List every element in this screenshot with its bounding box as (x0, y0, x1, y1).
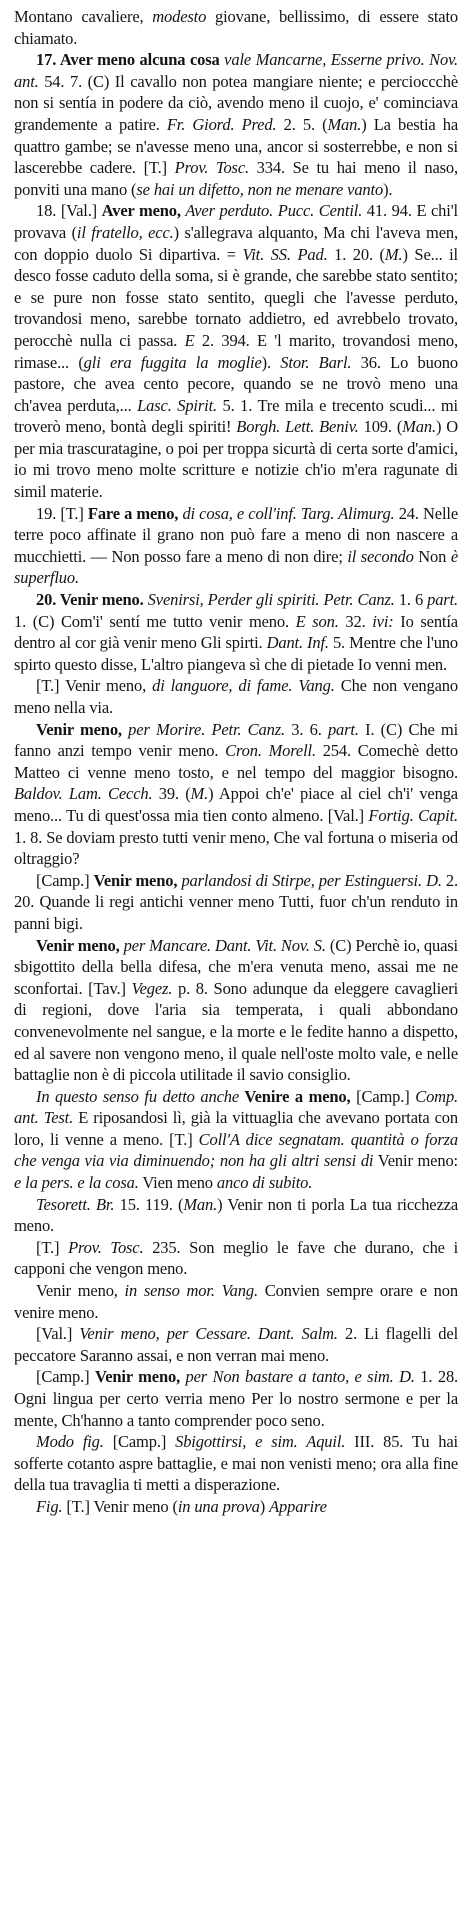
text-run: part. (427, 590, 458, 610)
text-run: 36. Lo buono pastore, che avea cento pecore, quando se ne trovò meno una ch'avea perduta,... (14, 352, 458, 415)
text-run: Comp. ant. Test. (14, 1086, 459, 1128)
text-run: ). (383, 179, 393, 199)
text-run: E son. (295, 611, 339, 631)
text-run: 3. 6. (284, 719, 328, 739)
text-run: 235. Son meglio le fave che durano, che i capponi che vengon meno. (14, 1237, 459, 1279)
text-run: Fig. (36, 1496, 63, 1516)
text-run: 24. Nelle terre poco affinate il grano non può fare a meno di non nascere a mucchietti. — Non posso fare a meno di non dire; (14, 503, 459, 566)
text-run: Lasc. Spirit. (137, 395, 217, 415)
text-run: Venir meno, per Cessare. Dant. Salm. (79, 1324, 338, 1344)
text-run: Aver perduto. Pucc. Centil. (180, 201, 363, 221)
entry-paragraph (14, 589, 458, 675)
entry-paragraph (14, 1086, 458, 1194)
text-run: Sbigottirsi, e sim. Aquil. (175, 1432, 346, 1452)
text-run: [T.] Venir meno, (36, 676, 153, 696)
text-run: parlandosi di Stirpe, per Estinguersi. D. (177, 870, 442, 890)
text-run: Venir meno, (36, 935, 120, 955)
text-run: di languore, di fame. Vang. (152, 676, 335, 696)
text-run: 1. 28. Ogni lingua per certo verria meno Per lo nostro sermone e per la mente, Ch'hanno a tanto comprender poco seno. (14, 1367, 459, 1430)
text-run: [Camp.] (36, 1367, 95, 1387)
text-run: 18. [Val.] (36, 201, 102, 221)
text-run: 5. Mentre che l'uno spirto questo disse, L'altro piangeva sì che di pietade Io venni men. (14, 633, 458, 674)
text-run: In questo senso fu detto anche (36, 1086, 240, 1106)
text-run: Montano cavaliere, (14, 7, 153, 26)
text-run: e la pers. e la cosa. (14, 1173, 139, 1193)
text-run: [Camp.] (36, 870, 94, 890)
text-run: Venir meno, (36, 1281, 125, 1301)
text-run: è superfluo. (14, 546, 458, 588)
text-run: 2. 20. Quande li regi antichi venner meno Tutti, fuor ch'un renduto in panni bigi. (14, 870, 458, 933)
text-run: 254. Comechè detto Matteo ci venne meno tosto, e nel tempo del maggior bisogno. (14, 741, 458, 782)
text-run: Non (413, 546, 451, 566)
text-run: 334. Se tu hai meno il naso, ponviti una mano ( (14, 158, 458, 199)
entry-paragraph (14, 1496, 458, 1518)
text-run: Che non vengano meno nella via. (14, 676, 458, 717)
text-run: di cosa, e coll'inf. Targ. Alimurg. (178, 503, 395, 523)
text-run: 109. ( (358, 417, 403, 437)
text-run: Cron. Morell. (225, 741, 316, 761)
text-run: Prov. Tosc. (174, 158, 249, 178)
text-run: 1. (C) Com'i' sentí me tutto venir meno. (14, 611, 296, 631)
text-run: ) s'allegrava alquanto, Ma chi l'aveva men, con doppio duolo Si dipartiva. = (14, 222, 458, 264)
text-run: Io sentía dentro al cor già venir meno Gli spirti. (14, 611, 458, 653)
entry-paragraph (14, 1431, 458, 1496)
entry-paragraph (14, 1323, 458, 1366)
text-run: Convien sempre orare e non venire meno. (14, 1281, 458, 1322)
entry-paragraph (14, 1366, 458, 1431)
text-run: Apparire (269, 1496, 327, 1516)
entry-paragraph (14, 503, 458, 589)
text-run: ) (259, 1496, 270, 1516)
entry-paragraph (14, 719, 458, 870)
text-run: 19. [T.] (36, 503, 88, 523)
text-run: in senso mor. Vang. (124, 1281, 258, 1301)
text-run: Coll'A dice segnatam. quantità o forza che venga via via diminuendo; non ha gli altri sensi di (14, 1129, 458, 1171)
entry-paragraph (14, 1280, 458, 1323)
text-run: 20. Venir meno. (36, 590, 144, 610)
text-run: Dant. Inf. (266, 633, 329, 653)
text-run: Baldov. Lam. Cecch. (14, 784, 153, 804)
entry-paragraph (14, 49, 458, 200)
text-run: Venir meno, (36, 719, 122, 739)
text-run: Stor. Barl. (280, 352, 352, 372)
text-run: (C) Perchè io, quasi sbigottito della bella difesa, che m'era venuta meno, assai me ne sconfortai. [Tav.] (14, 935, 458, 998)
text-run: Fr. Giord. Pred. (166, 114, 277, 134)
text-run: 54. 7. (C) Il cavallo non potea mangiare niente; e percioccchè non si sentía in podere da ciò, avendo meno il cuojo, e' cominciava grandemente a patire. (14, 71, 458, 134)
text-run: ) La bestia ha quattro gambe; se n'avesse meno una, ancor si sosterrebbe, e non si lascerebbe cadere. [T.] (14, 114, 459, 178)
text-run: Fortig. Capit. (368, 805, 458, 825)
text-run: modesto (152, 7, 207, 26)
text-run: Venir meno, (94, 1367, 181, 1387)
text-run: Svenirsi, Perder gli spiriti. Petr. Canz. (143, 590, 395, 610)
text-run: ) Venir non ti porla La tua ricchezza meno. (14, 1194, 458, 1236)
text-run: 2. 394. E 'l marito, trovandosi meno, rimase... ( (14, 330, 458, 372)
entry-paragraph (14, 935, 458, 1086)
text-run: ) Appoi ch'e' piace al ciel ch'i' venga meno... Tu di quest'ossa mia tien conto almeno. [Val.] (14, 784, 458, 825)
text-run: E riposandosi lì, già la vittuaglia che avevano portata con loro, li venne a meno. [T.] (14, 1108, 459, 1149)
text-run: [Camp.] (103, 1432, 176, 1452)
text-run: Venir meno: (373, 1151, 458, 1171)
text-run: 1. 20. ( (327, 244, 385, 264)
text-run: I. (C) Che mi fanno anzi tempo venir meno. (14, 719, 459, 761)
text-run: 5. 1. Tre mila e trecento scudi... mi troverò meno, bontà degli spiriti! (14, 395, 458, 437)
text-run: per Non bastare a tanto, e sim. D. (180, 1367, 415, 1387)
text-run: 39. ( (152, 784, 191, 804)
text-run: ) Se... il desco fosse caduto della soma, si è grande, che sarebbe stato sentito; e se pure non fosse stato sentito, quegli che l'avesse perduto, trovandosi meno, sarebbe tornato addietro, ed avrebbelo trovato, perocchè nulla ci passa. (14, 244, 458, 350)
text-run: vale Mancarne, Esserne privo. Nov. ant. (14, 50, 459, 91)
text-run: Man. (327, 114, 362, 134)
text-run: Fare a meno, (87, 503, 179, 523)
text-run: 41. 94. E chi'l provava ( (14, 201, 458, 242)
text-run: giovane, bellissimo, di essere stato chiamato. (14, 7, 458, 48)
entry-paragraph (14, 200, 458, 502)
text-run: Man. (183, 1194, 218, 1214)
text-run: Venire a meno, (239, 1086, 351, 1106)
text-run: per Mancare. Dant. Vit. Nov. S. (119, 935, 326, 955)
text-run: Venir meno, (93, 870, 178, 890)
text-run: M. (190, 784, 209, 804)
text-run: Aver meno, (101, 201, 181, 221)
text-run: gli era fuggita la moglie (83, 352, 262, 372)
text-run: p. 8. Sono adunque da eleggere cavaglieri di regioni, dove l'aria sia temperata, i quali abbondano convenevolmente nel sangue, e la morte e le fedite hanno a dispetto, ed al savere non vengono meno, il quale nell'oste molto vale, e nelle battaglie non è di piccola utilitade il savio consiglio. (14, 978, 459, 1085)
text-run: in una prova (177, 1496, 260, 1516)
text-run: 2. Li flagelli del peccatore Saranno assai, e non verran mai meno. (14, 1324, 459, 1365)
text-run: E (184, 330, 195, 350)
text-run: ) O per mia trascuratagine, o poi per troppa sicurtà di certa sorte d'amici, io mi trovo meno molte scritture e notizie ch'io m'era ragunate di simil materie. (14, 417, 459, 502)
text-run: [Camp.] (350, 1086, 416, 1106)
text-run: se hai un difetto, non ne menare vanto (136, 179, 384, 199)
text-run: ). (261, 352, 281, 372)
text-run: anco di subito. (216, 1173, 313, 1193)
text-run: il secondo (347, 546, 414, 566)
text-run: Modo fig. (36, 1432, 104, 1452)
text-run: per Morire. Petr. Canz. (121, 719, 285, 739)
text-run: Vegez. (131, 978, 173, 998)
text-run: Borgh. Lett. Beniv. (236, 417, 359, 437)
text-run: 2. 5. ( (276, 114, 328, 134)
text-run: [T.] Venir meno ( (62, 1496, 178, 1516)
text-run: 1. 8. Se doviam presto tutti venir meno, Che val fortuna o miseria od oltraggio? (14, 827, 458, 869)
text-run: Prov. Tosc. (68, 1237, 144, 1257)
text-run: Tesorett. Br. (36, 1194, 115, 1214)
entry-paragraph (14, 1194, 458, 1237)
text-run: ivi: (372, 611, 394, 631)
text-run: 15. 119. ( (114, 1194, 184, 1214)
entry-paragraph (14, 675, 458, 718)
text-run: part. (327, 719, 359, 739)
entry-paragraph (14, 1237, 458, 1280)
text-run: il fratello, ecc. (76, 222, 174, 242)
text-run: [T.] (36, 1237, 69, 1257)
text-run: Man. (402, 417, 436, 437)
text-run: Vit. SS. Pad. (242, 244, 328, 264)
text-run: III. 85. Tu hai sofferte cotanto aspre battaglie, e mai non venisti meno; ora alla fine della tua travaglia ti metti a disperazione. (14, 1432, 458, 1495)
text-run: Vien meno (138, 1173, 217, 1193)
entry-paragraph (14, 6, 458, 49)
entry-paragraph (14, 870, 458, 935)
text-run: 32. (338, 611, 373, 631)
text-run: M. (384, 244, 403, 264)
text-run: 17. Aver meno alcuna cosa (36, 50, 220, 70)
text-run: [Val.] (36, 1324, 80, 1344)
text-run: 1. 6 (394, 590, 428, 610)
